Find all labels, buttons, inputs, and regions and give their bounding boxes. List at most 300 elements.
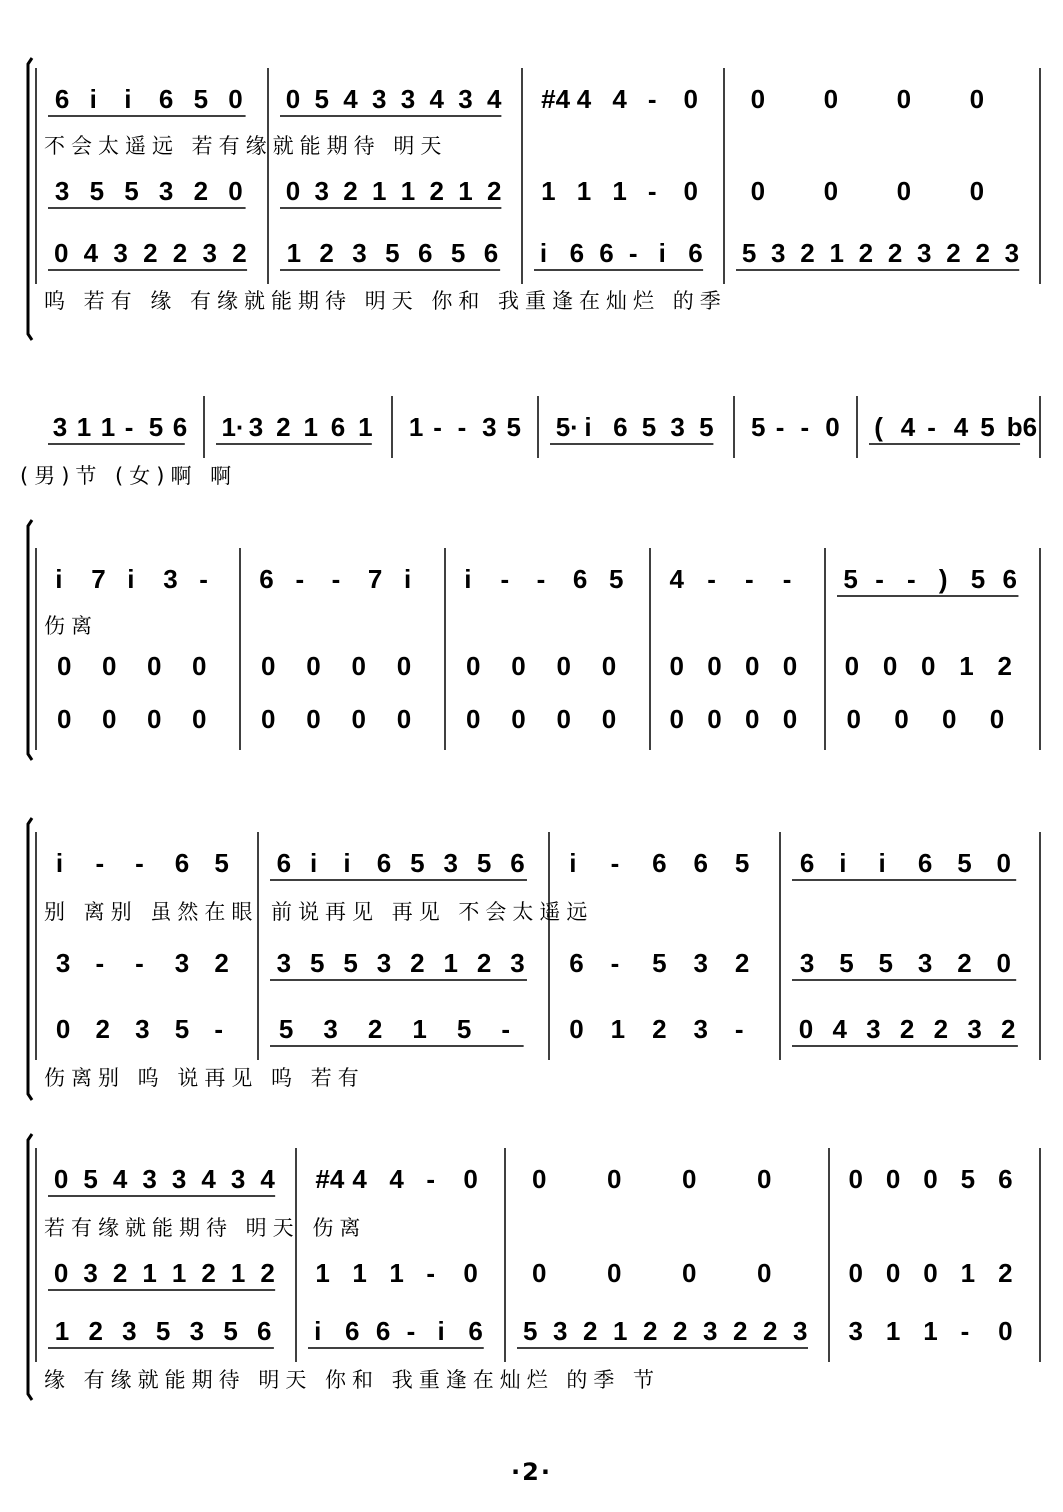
jianpu-note: 2 <box>933 1014 949 1044</box>
jianpu-note: 2 <box>643 1316 658 1346</box>
jianpu-note: 0 <box>511 651 526 681</box>
jianpu-note: 3 <box>248 412 264 442</box>
jianpu-note: 2 <box>997 651 1012 681</box>
jianpu-note: 5 <box>214 848 229 878</box>
jianpu-note: 6 <box>917 848 933 878</box>
jianpu-note: - <box>95 948 105 978</box>
jianpu-note: 3 <box>122 1316 137 1346</box>
jianpu-note: 2 <box>899 1014 915 1044</box>
jianpu-note: 3 <box>917 948 933 978</box>
jianpu-note: 5 <box>970 564 986 594</box>
jianpu-note: 2 <box>763 1316 778 1346</box>
jianpu-note: 4 <box>576 84 592 114</box>
jianpu-note: 0 <box>102 704 117 734</box>
jianpu-note: 1 <box>959 651 974 681</box>
jianpu-note: 4 <box>389 1164 404 1194</box>
jianpu-note: 7 <box>367 564 383 594</box>
jianpu-note: 5 <box>223 1316 238 1346</box>
jianpu-note: 0 <box>351 704 367 734</box>
jianpu-note: 3 <box>1004 238 1020 268</box>
jianpu-note: 2 <box>214 948 229 978</box>
lyric-line: (男)节 (女)啊 啊 <box>20 464 238 488</box>
jianpu-note: 3 <box>482 412 497 442</box>
jianpu-note: - <box>433 412 442 442</box>
jianpu-note: 2 <box>201 1258 216 1288</box>
jianpu-note: 5 <box>699 412 714 442</box>
jianpu-note: 2 <box>172 238 188 268</box>
jianpu-note: 5 <box>124 176 139 206</box>
jianpu-note: 4 <box>83 238 99 268</box>
jianpu-note: 3 <box>202 238 217 268</box>
jianpu-note: 4 <box>487 84 502 114</box>
jianpu-note: 3 <box>848 1316 863 1346</box>
jianpu-note: 6 <box>569 948 584 978</box>
jianpu-note: 1 <box>352 1258 367 1288</box>
jianpu-note: 3 <box>917 238 932 268</box>
jianpu-note: i <box>464 564 472 594</box>
jianpu-note: 0 <box>745 651 760 681</box>
jianpu-note: 0 <box>682 1164 697 1194</box>
jianpu-note: 0 <box>848 1164 863 1194</box>
jianpu-note: 6 <box>613 412 628 442</box>
jianpu-note: 0 <box>846 704 862 734</box>
jianpu-note: 3 <box>189 1316 205 1346</box>
lyric-line: 呜 若有 缘 有缘就能期待 明天 你和 我重逢在灿烂 的季 <box>44 289 727 313</box>
jianpu-note: i <box>343 848 351 878</box>
jianpu-note: 0 <box>669 704 685 734</box>
jianpu-note: - <box>647 176 657 206</box>
jianpu-note: 5 <box>476 848 492 878</box>
jianpu-note: 5 <box>523 1316 538 1346</box>
jianpu-note: 3 <box>793 1316 808 1346</box>
jianpu-note: 3 <box>458 84 473 114</box>
jianpu-note: 0 <box>569 1014 584 1044</box>
jianpu-note: 1 <box>408 412 424 442</box>
jianpu-note: 1 <box>100 412 116 442</box>
jianpu-note: 5 <box>193 84 209 114</box>
jianpu-note: 2 <box>734 948 750 978</box>
jianpu-note: 3 <box>314 176 329 206</box>
jianpu-note: 2 <box>343 176 358 206</box>
jianpu-note: - <box>331 564 341 594</box>
jianpu-note: 5 <box>652 948 667 978</box>
jianpu-note: 1 <box>76 412 92 442</box>
jianpu-note: b6 <box>1006 412 1038 442</box>
jianpu-note: #4 <box>541 84 571 114</box>
jianpu-note: 0 <box>463 1258 478 1288</box>
jianpu-note: 3 <box>158 176 174 206</box>
jianpu-note: 1 <box>960 1258 976 1288</box>
jianpu-note: - <box>782 564 792 594</box>
jianpu-note: 1 <box>829 238 844 268</box>
jianpu-note: i <box>310 848 318 878</box>
jianpu-note: 5 <box>741 238 757 268</box>
jianpu-note: 3 <box>510 948 525 978</box>
jianpu-note: 2 <box>887 238 903 268</box>
jianpu-note: 0 <box>57 651 72 681</box>
jianpu-note: 1 <box>286 238 302 268</box>
lyric-line: 不会太遥远 若有缘就能期待 明天 <box>44 134 448 158</box>
page-number: ·2· <box>511 1458 552 1486</box>
jianpu-note: 3 <box>142 1164 157 1194</box>
jianpu-note: 6 <box>375 1316 391 1346</box>
jianpu-note: 6 <box>259 564 274 594</box>
jianpu-note: 6 <box>468 1316 483 1346</box>
jianpu-note: 1 <box>372 176 387 206</box>
jianpu-note: 1 <box>142 1258 157 1288</box>
jianpu-note: - <box>135 948 144 978</box>
jianpu-note: 2 <box>88 1316 103 1346</box>
jianpu-note: 1 <box>171 1258 187 1288</box>
jianpu-note: 5 <box>148 412 164 442</box>
jianpu-note: 5 <box>314 84 329 114</box>
jianpu-note: 0 <box>607 1164 622 1194</box>
jianpu-note: i <box>584 412 592 442</box>
jianpu-note: 0 <box>511 704 526 734</box>
jianpu-note: 1 <box>358 412 373 442</box>
jianpu-note: 5 <box>641 412 657 442</box>
jianpu-note: 0 <box>306 704 321 734</box>
jianpu-note: 3 <box>352 238 367 268</box>
jianpu-note: 0 <box>923 1258 938 1288</box>
jianpu-note: 2 <box>476 948 492 978</box>
jianpu-note: 0 <box>885 1258 901 1288</box>
jianpu-note: 6 <box>276 848 292 878</box>
jianpu-note: 2 <box>957 948 972 978</box>
jianpu-note: - <box>199 564 208 594</box>
jianpu-note: 1 <box>400 176 416 206</box>
jianpu-note: 3 <box>799 948 815 978</box>
jianpu-note: - <box>295 564 305 594</box>
jianpu-note: 6 <box>693 848 708 878</box>
system-bracket <box>28 1134 32 1400</box>
jianpu-note: i <box>658 238 666 268</box>
jianpu-note: 3 <box>174 948 190 978</box>
jianpu-note: i <box>839 848 847 878</box>
jianpu-note: 3 <box>771 238 786 268</box>
jianpu-note: 3 <box>670 412 685 442</box>
jianpu-note: 3 <box>54 176 70 206</box>
jianpu-note: 3 <box>372 84 387 114</box>
jianpu-note: 4 <box>832 1014 847 1044</box>
jianpu-note: 3 <box>376 948 392 978</box>
jianpu-note: 2 <box>95 1014 110 1044</box>
jianpu-note: 0 <box>823 176 839 206</box>
jianpu-note: 0 <box>798 1014 814 1044</box>
jianpu-note: 5 <box>843 564 858 594</box>
jianpu-note: 2 <box>260 1258 275 1288</box>
jianpu-note: 0 <box>228 176 243 206</box>
lyric-line: 伤离别 呜 说再见 呜 若有 <box>44 1066 365 1090</box>
jianpu-note: 6 <box>569 238 585 268</box>
jianpu-note: 6 <box>483 238 499 268</box>
jianpu-note: 0 <box>782 704 798 734</box>
jianpu-note: 0 <box>396 704 412 734</box>
jianpu-note: 6 <box>418 238 433 268</box>
jianpu-note: i <box>124 84 132 114</box>
lyric-line: 伤离 <box>44 614 98 638</box>
jianpu-note: - <box>927 412 936 442</box>
jianpu-note: 0 <box>823 84 839 114</box>
jianpu-note: 0 <box>556 651 572 681</box>
system-bracket <box>28 520 32 760</box>
jianpu-note: 6 <box>998 1164 1013 1194</box>
jianpu-note: 1 <box>303 412 318 442</box>
jianpu-note: 0 <box>885 1164 901 1194</box>
jianpu-note: 0 <box>57 704 72 734</box>
jianpu-note: 5 <box>343 948 358 978</box>
jianpu-note: 0 <box>750 176 766 206</box>
jianpu-note: 0 <box>782 651 798 681</box>
jianpu-note: 1 <box>576 176 592 206</box>
jianpu-note: 2 <box>800 238 815 268</box>
jianpu-note: 5 <box>450 238 466 268</box>
jianpu-note: i <box>539 238 548 268</box>
jianpu-note: - <box>214 1014 223 1044</box>
jianpu-note: 6 <box>345 1316 360 1346</box>
jianpu-note: i <box>127 564 135 594</box>
jianpu-note: 0 <box>396 651 412 681</box>
jianpu-note: 0 <box>894 704 909 734</box>
jianpu-note: 6 <box>799 848 815 878</box>
jianpu-note: 5 <box>839 948 854 978</box>
jianpu-note: 5 <box>980 412 995 442</box>
jianpu-note: 2 <box>975 238 990 268</box>
jianpu-note: 0 <box>228 84 243 114</box>
jianpu-note: 0 <box>757 1164 772 1194</box>
jianpu-note: 3 <box>230 1164 246 1194</box>
jianpu-note: 5 <box>174 1014 190 1044</box>
jianpu-note: 5 <box>410 848 425 878</box>
jianpu-note: 5 <box>734 848 750 878</box>
jianpu-note: 1 <box>443 948 459 978</box>
jianpu-note: 0 <box>147 704 162 734</box>
jianpu-note: - <box>536 564 546 594</box>
jianpu-note: 5 <box>750 412 766 442</box>
jianpu-note: i <box>878 848 886 878</box>
jianpu-note: 0 <box>463 1164 478 1194</box>
jianpu-note: 5 <box>456 1014 472 1044</box>
jianpu-note: 2 <box>1001 1014 1016 1044</box>
jianpu-note: i <box>55 848 64 878</box>
jianpu-note: 2 <box>946 238 961 268</box>
jianpu-note: 0 <box>607 1258 622 1288</box>
jianpu-note: 4 <box>953 412 969 442</box>
jianpu-note: - <box>501 1014 511 1044</box>
jianpu-note: 3 <box>55 948 71 978</box>
jianpu-note: 5 <box>310 948 325 978</box>
jianpu-note: 6 <box>1002 564 1018 594</box>
jianpu-note: 4 <box>612 84 627 114</box>
jianpu-note: 5 <box>83 1164 98 1194</box>
jianpu-note: 1 <box>389 1258 404 1288</box>
jianpu-note: ( <box>874 412 883 442</box>
jianpu-note: i <box>569 848 577 878</box>
jianpu-note: 4 <box>352 1164 367 1194</box>
jianpu-note: 5 <box>278 1014 294 1044</box>
jianpu-note: - <box>628 238 638 268</box>
jianpu-note: 0 <box>147 651 162 681</box>
jianpu-note: 5 <box>957 848 972 878</box>
jianpu-note: 2 <box>319 238 334 268</box>
jianpu-note: 6 <box>652 848 667 878</box>
jianpu-note: 3 <box>693 1014 708 1044</box>
jianpu-note: 3 <box>693 948 708 978</box>
jianpu-note: - <box>960 1316 970 1346</box>
jianpu-note: 2 <box>673 1316 688 1346</box>
jianpu-note: 0 <box>969 84 985 114</box>
jianpu-note: - <box>775 412 785 442</box>
jianpu-note: 0 <box>683 84 698 114</box>
jianpu-note: 5 <box>960 1164 976 1194</box>
jianpu-note: 6 <box>172 412 188 442</box>
jianpu-note: 5 <box>609 564 624 594</box>
jianpu-note: 0 <box>556 704 572 734</box>
jianpu-note: - <box>907 564 916 594</box>
jianpu-note: 3 <box>113 238 128 268</box>
jianpu-note: 2 <box>487 176 502 206</box>
jianpu-note: 3 <box>52 412 68 442</box>
jianpu-note: - <box>500 564 510 594</box>
jianpu-note: 0 <box>844 651 860 681</box>
jianpu-note: 2 <box>410 948 425 978</box>
jianpu-note: 4 <box>669 564 685 594</box>
jianpu-note: 6 <box>688 238 703 268</box>
jianpu-note: 3 <box>276 948 292 978</box>
jianpu-note: 4 <box>900 412 916 442</box>
jianpu-note: i <box>437 1316 445 1346</box>
jianpu-note: 6 <box>330 412 346 442</box>
jianpu-note: - <box>800 412 810 442</box>
jianpu-note: - <box>457 412 467 442</box>
jianpu-note: 6 <box>572 564 588 594</box>
jianpu-note: 3 <box>553 1316 568 1346</box>
jianpu-note: 0 <box>996 948 1012 978</box>
jianpu-note: 4 <box>343 84 358 114</box>
jianpu-note: 0 <box>261 704 276 734</box>
jianpu-note: - <box>745 564 754 594</box>
jianpu-note: 1 <box>541 176 556 206</box>
jianpu-note: 1 <box>612 176 627 206</box>
jianpu-note: 3 <box>163 564 178 594</box>
jianpu-note: 2 <box>143 238 158 268</box>
jianpu-note: 0 <box>351 651 367 681</box>
jianpu-note: 6 <box>54 84 70 114</box>
jianpu-note: 0 <box>996 848 1012 878</box>
jianpu-note: 1 <box>54 1316 70 1346</box>
lyric-line: 缘 有缘就能期待 明天 你和 我重逢在灿烂 的季 节 <box>44 1368 661 1392</box>
jianpu-note: 3 <box>443 848 459 878</box>
jianpu-note: 2 <box>193 176 209 206</box>
jianpu-note: 0 <box>825 412 840 442</box>
jianpu-note: 0 <box>707 651 722 681</box>
jianpu-note: 0 <box>532 1164 547 1194</box>
jianpu-note: 0 <box>682 1258 697 1288</box>
jianpu-note: 2 <box>583 1316 598 1346</box>
jianpu-note: - <box>875 564 884 594</box>
jianpu-note: - <box>426 1164 436 1194</box>
jianpu-note: i <box>89 84 97 114</box>
jianpu-note: 4 <box>260 1164 275 1194</box>
jianpu-note: 0 <box>882 651 898 681</box>
jianpu-note: 0 <box>192 704 207 734</box>
jianpu-note: 3 <box>866 1014 881 1044</box>
jianpu-note: 1 <box>613 1316 628 1346</box>
jianpu-note: 0 <box>921 651 936 681</box>
jianpu-note: 2 <box>276 412 291 442</box>
jianpu-note: 3 <box>967 1014 982 1044</box>
jianpu-note: 0 <box>750 84 766 114</box>
jianpu-note: 0 <box>896 176 912 206</box>
jianpu-note: 1 <box>610 1014 626 1044</box>
jianpu-note: 4 <box>429 84 444 114</box>
jianpu-note: 1 <box>923 1316 938 1346</box>
jianpu-note: i <box>404 564 412 594</box>
jianpu-note: 0 <box>923 1164 938 1194</box>
jianpu-note: 0 <box>53 1258 69 1288</box>
jianpu-note: 6 <box>599 238 614 268</box>
jianpu-note: 2 <box>998 1258 1013 1288</box>
jianpu-note: ) <box>938 564 948 594</box>
jianpu-note: 0 <box>669 651 685 681</box>
jianpu-note: 0 <box>466 651 481 681</box>
lyric-line: 别 离别 虽然在眼 前说再见 再见 不会太遥远 <box>44 900 594 924</box>
jianpu-note: 0 <box>285 84 301 114</box>
jianpu-note: - <box>707 564 716 594</box>
jianpu-note: 7 <box>91 564 106 594</box>
jianpu-note: 0 <box>896 84 912 114</box>
jianpu-note: 2 <box>858 238 874 268</box>
jianpu-note: 6 <box>376 848 392 878</box>
jianpu-note: - <box>426 1258 436 1288</box>
jianpu-note: 1 <box>315 1258 330 1288</box>
jianpu-note: 0 <box>969 176 985 206</box>
jianpu-note: - <box>95 848 105 878</box>
jianpu-note: 4 <box>201 1164 216 1194</box>
jianpu-note: 0 <box>53 238 69 268</box>
jianpu-note: 2 <box>232 238 247 268</box>
jianpu-note: 1 <box>230 1258 246 1288</box>
jianpu-note: 3 <box>171 1164 187 1194</box>
jianpu-note: 5· <box>555 412 579 442</box>
jianpu-note: - <box>734 1014 744 1044</box>
jianpu-note: 5 <box>506 412 521 442</box>
jianpu-note: - <box>610 848 620 878</box>
jianpu-note: 0 <box>989 704 1005 734</box>
jianpu-note: #4 <box>315 1164 345 1194</box>
jianpu-note: 1· <box>221 412 245 442</box>
jianpu-note: 2 <box>112 1258 128 1288</box>
jianpu-note: 0 <box>848 1258 863 1288</box>
jianpu-note: 4 <box>112 1164 128 1194</box>
jianpu-note: 0 <box>942 704 957 734</box>
jianpu-note: 1 <box>412 1014 427 1044</box>
jianpu-note: 0 <box>306 651 321 681</box>
jianpu-note: 0 <box>53 1164 69 1194</box>
jianpu-note: 0 <box>192 651 207 681</box>
jianpu-note: 6 <box>174 848 190 878</box>
lyric-line: 若有缘就能期待 明天 伤离 <box>44 1216 367 1240</box>
jianpu-note: 5 <box>89 176 105 206</box>
jianpu-note: 0 <box>707 704 722 734</box>
jianpu-note: 0 <box>757 1258 772 1288</box>
jianpu-note: 3 <box>703 1316 718 1346</box>
jianpu-note: 3 <box>323 1014 338 1044</box>
jianpu-note: 3 <box>83 1258 98 1288</box>
jianpu-note: 2 <box>429 176 444 206</box>
jianpu-note: 0 <box>261 651 276 681</box>
jianpu-note: 2 <box>652 1014 667 1044</box>
